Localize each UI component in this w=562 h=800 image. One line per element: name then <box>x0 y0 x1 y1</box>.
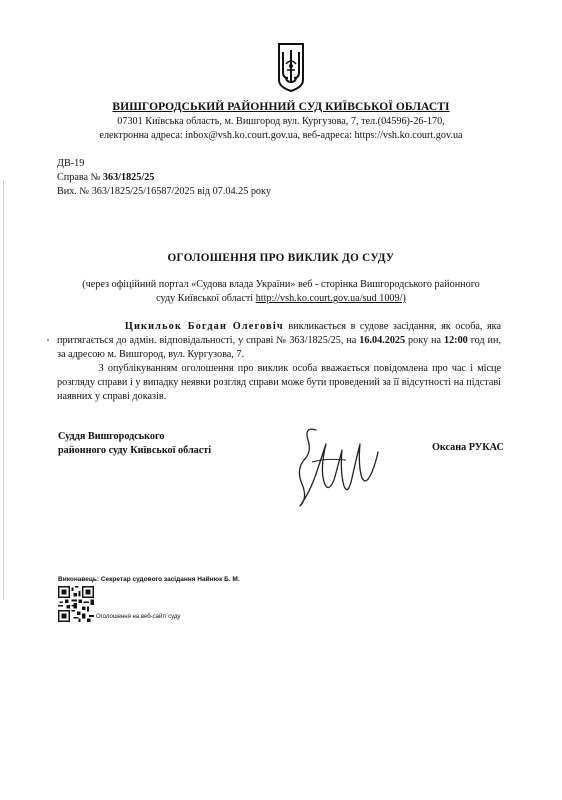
handwritten-signature <box>286 422 386 512</box>
scan-speck <box>47 339 49 341</box>
summons-text-c: год ин, за адресою м. Вишгород, вул. Кургузова, 7. <box>57 335 502 360</box>
notice-subtitle-line1: (через офіційний портал «Судова влада України» веб - сторінка Вишгородського районного <box>82 279 480 290</box>
qr-code-icon[interactable] <box>58 586 94 622</box>
summons-text-b: року на <box>405 335 444 346</box>
notice-subtitle-line2 <box>0 293 562 304</box>
case-number: 363/1825/25 <box>102 172 155 183</box>
hearing-time: 12:00 <box>443 335 468 346</box>
notice-title: ОГОЛОШЕННЯ ПРО ВИКЛИК ДО СУДУ <box>167 252 395 264</box>
court-name: ВИШГОРОДСЬКИЙ РАЙОННИЙ СУД КИЇВСЬКОЇ ОБЛАСТІ <box>112 101 450 113</box>
judge-position-line1: Суддя Вишгородського <box>58 431 165 442</box>
trident-emblem-icon <box>276 42 306 92</box>
court-address: 07301 Київська область, м. Вишгород вул. Кургузова, 7, тел.(04596)-26-170, <box>117 116 445 127</box>
court-contacts: електронна адреса: inbox@vsh.ko.court.gov.ua, веб-адреса: https://vsh.ko.court.gov.ua <box>99 130 463 141</box>
hearing-date: 16.04.2025 <box>359 335 406 346</box>
qr-caption: Оголошення на веб-сайті суду <box>96 614 181 620</box>
summons-paragraph <box>57 320 501 362</box>
judge-position <box>58 430 211 458</box>
page-edge-line <box>3 180 4 600</box>
judge-position-line2: районного суду Київської області <box>58 445 212 456</box>
consequence-paragraph <box>57 362 501 404</box>
document-code: ДВ-19 <box>57 158 85 169</box>
outgoing-number: Вих. № 363/1825/25/16587/2025 від 07.04.25 року <box>57 186 271 197</box>
person-name: Цикильок Богдан Олеговіч <box>124 321 284 332</box>
case-label: Справа № <box>57 172 103 183</box>
case-reference <box>57 172 154 183</box>
judge-name: Оксана РУКАС <box>432 442 504 453</box>
subtitle-text: суду Київської області <box>156 293 256 304</box>
consequence-text: З опублікуванням оголошення про виклик особа вважається повідомлена про час і місце розгляду справи і у випадку неявки розгляд справи може бути проведений за її відсутності на підставі наявних у справі доказів. <box>57 363 501 402</box>
court-website-link[interactable]: http://vsh.ko.court.gov.ua/sud 1009/) <box>255 293 406 304</box>
summons-text-a: викликається в судове засідання, як особа, яка притягається до адмін. відповідальності, у справі № 363/1825/25, на <box>57 321 502 346</box>
executor-note: Виконавець: Секретар судового засідання Найнюк Б. М. <box>58 576 240 583</box>
